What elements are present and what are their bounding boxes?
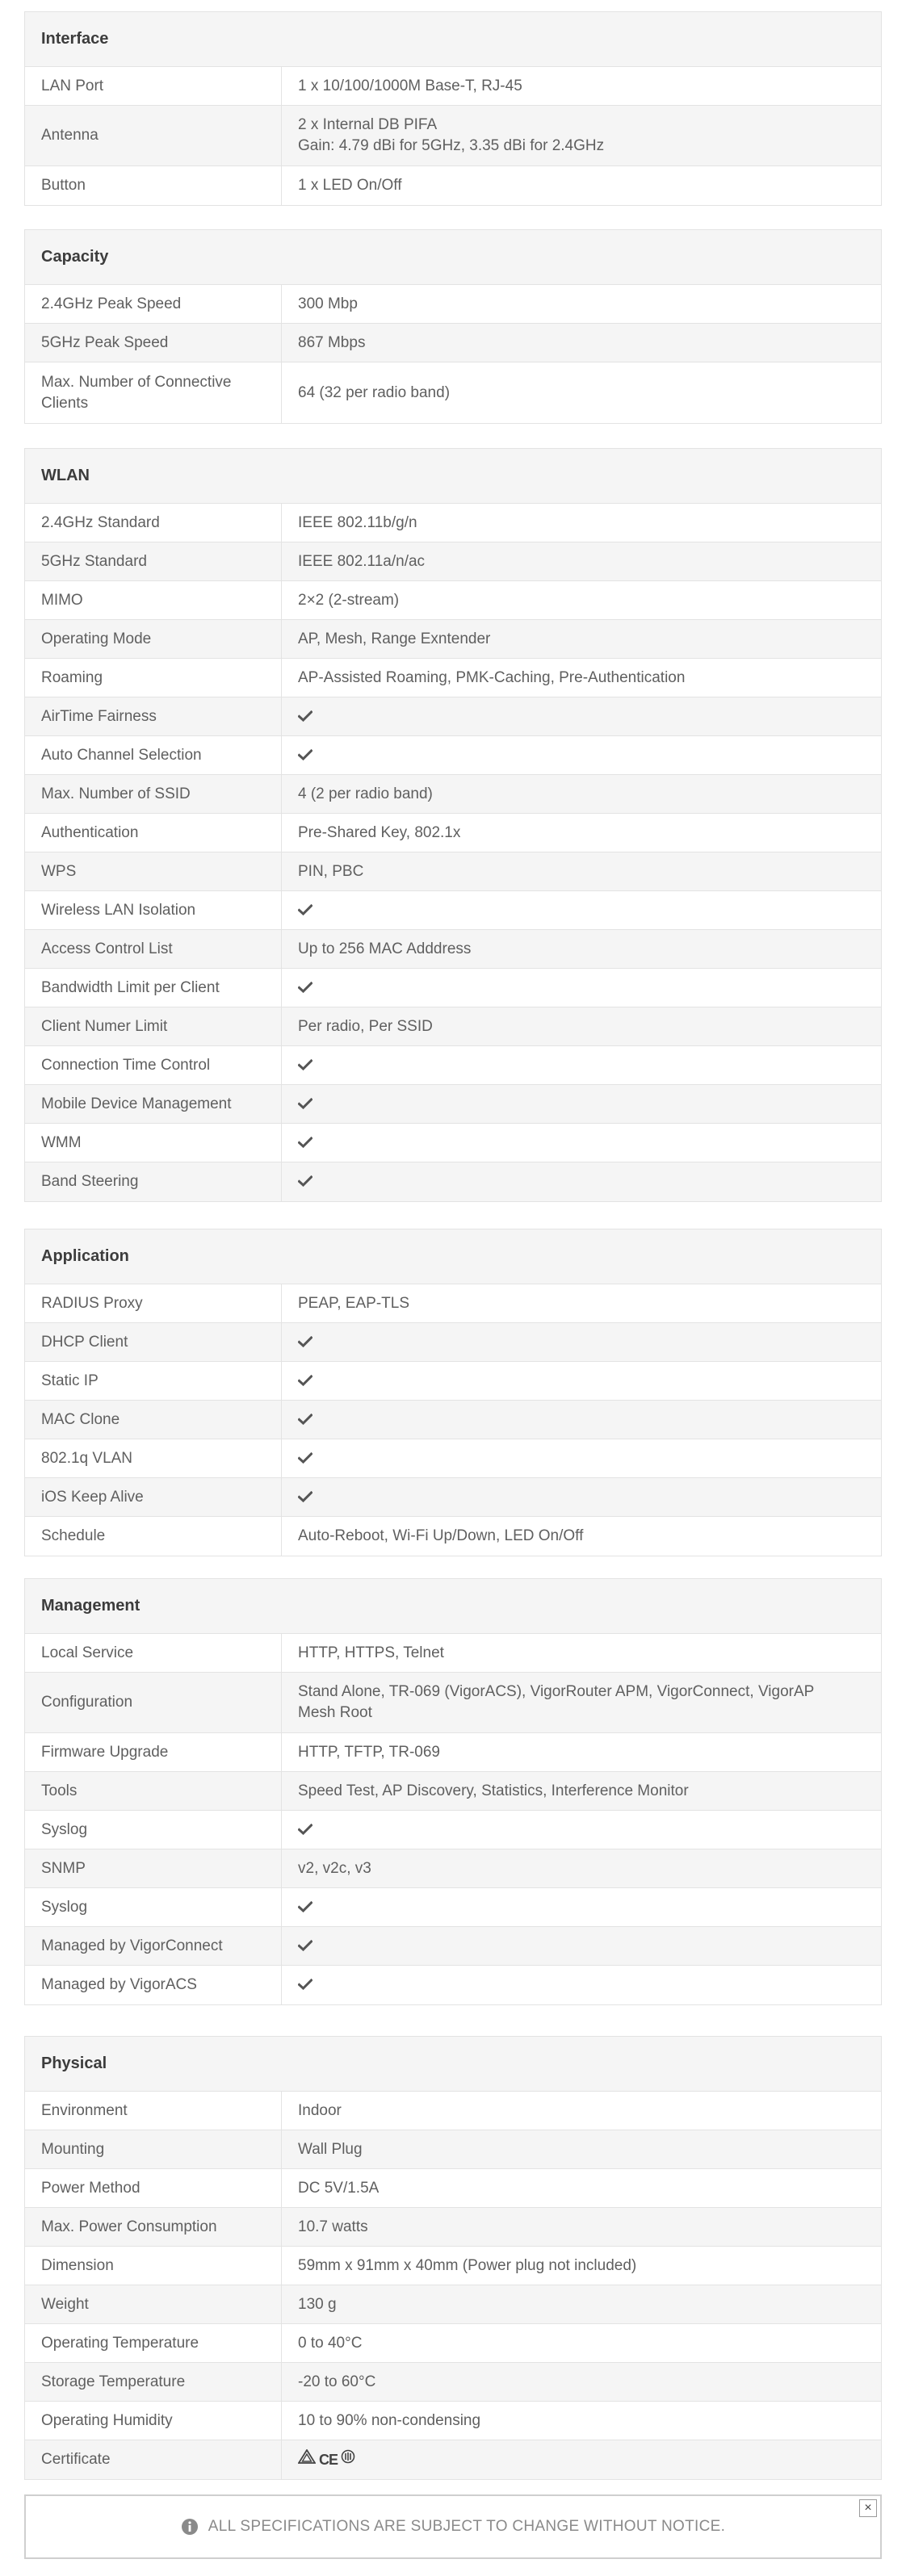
spec-row-roaming [25,659,881,697]
spec-value [282,504,881,542]
spec-value-text: Up to 256 MAC Adddress [298,940,472,957]
spec-row-dimension [25,2247,881,2285]
rcm-mark-icon [341,2449,355,2470]
spec-label: Operating Humidity [25,2402,282,2440]
spec-label: Tools [25,1772,282,1810]
spec-value [282,2169,881,2207]
spec-label: RADIUS Proxy [25,1284,282,1322]
spec-row-access-control-list [25,930,881,969]
spec-value [282,1401,881,1439]
spec-row-band-steering [25,1162,881,1201]
spec-label: Syslog [25,1811,282,1849]
spec-row-environment [25,2092,881,2130]
spec-value-text: v2, v2c, v3 [298,1859,371,1877]
spec-row-mounting [25,2130,881,2169]
spec-value [282,1284,881,1322]
spec-label: Static IP [25,1362,282,1400]
checkmark-icon [298,1452,314,1465]
spec-row-2-4ghz-standard [25,504,881,542]
spec-value-text: Wall Plug [298,2140,363,2158]
spec-value-text: -20 to 60°C [298,2373,376,2390]
spec-value [282,814,881,852]
spec-row-tools [25,1772,881,1811]
checkmark-icon [298,710,314,723]
spec-label: Dimension [25,2247,282,2285]
info-icon [181,2518,199,2536]
spec-value-text: 1 x 10/100/1000M Base-T, RJ-45 [298,77,522,94]
spec-row-client-numer-limit [25,1007,881,1046]
spec-row-static-ip [25,1362,881,1401]
spec-value [282,2363,881,2401]
spec-label: Operating Temperature [25,2324,282,2362]
spec-label: 802.1q VLAN [25,1439,282,1477]
close-button[interactable]: × [859,2499,877,2517]
spec-value [282,1927,881,1965]
spec-label: 2.4GHz Peak Speed [25,285,282,323]
section-title: Application [25,1229,881,1284]
checkmark-icon [298,1824,314,1837]
spec-label: Wireless LAN Isolation [25,891,282,929]
spec-label: Local Service [25,1634,282,1672]
spec-value [282,1634,881,1672]
spec-value-text: IEEE 802.11b/g/n [298,513,417,531]
spec-value [282,285,881,323]
spec-value-text: DC 5V/1.5A [298,2179,380,2197]
spec-label: WMM [25,1124,282,1162]
spec-value [282,2285,881,2323]
spec-value-text: 0 to 40°C [298,2334,363,2352]
spec-table-capacity [24,229,882,424]
spec-label: iOS Keep Alive [25,1478,282,1516]
spec-value [282,2208,881,2246]
spec-value-text: 300 Mbp [298,295,358,312]
spec-row-wireless-lan-isolation [25,891,881,930]
spec-label: Access Control List [25,930,282,968]
spec-value [282,106,881,165]
spec-label: Mounting [25,2130,282,2168]
checkmark-icon [298,1491,314,1504]
checkmark-icon [298,1336,314,1349]
spec-label: MIMO [25,581,282,619]
spec-value [282,1085,881,1123]
spec-value [282,1517,881,1556]
spec-value [282,67,881,105]
spec-row-mobile-device-management [25,1085,881,1124]
spec-label: Button [25,166,282,205]
spec-row-max-number-of-connective-clients [25,362,881,423]
spec-label: Managed by VigorConnect [25,1927,282,1965]
spec-row-max-power-consumption [25,2208,881,2247]
spec-value [282,2402,881,2440]
spec-row-certificate [25,2440,881,2479]
checkmark-icon [298,749,314,762]
spec-value-text: IEEE 802.11a/n/ac [298,552,426,570]
spec-value [282,1811,881,1849]
notice-box [24,2494,882,2559]
spec-value-text: 4 (2 per radio band) [298,785,433,802]
spec-row-firmware-upgrade [25,1733,881,1772]
spec-value [282,736,881,774]
spec-row-power-method [25,2169,881,2208]
spec-value-text: PEAP, EAP-TLS [298,1294,409,1312]
spec-row-max-number-of-ssid [25,775,881,814]
spec-value [282,659,881,697]
spec-row-dhcp-client [25,1323,881,1362]
spec-value [282,2324,881,2362]
spec-value [282,1362,881,1400]
spec-value-text: 2×2 (2-stream) [298,591,400,609]
spec-row-mac-clone [25,1401,881,1439]
spec-value-text: 10.7 watts [298,2218,368,2235]
spec-value [282,542,881,580]
spec-value-text: Speed Test, AP Discovery, Statistics, Interference Monitor [298,1782,689,1799]
spec-value [282,362,881,423]
spec-value-text: 130 g [298,2295,337,2313]
spec-row-ios-keep-alive [25,1478,881,1517]
spec-value [282,2092,881,2130]
spec-value [282,1439,881,1477]
checkmark-icon [298,1414,314,1426]
spec-value-text: HTTP, TFTP, TR-069 [298,1743,440,1761]
spec-row-antenna [25,106,881,166]
spec-row-connection-time-control [25,1046,881,1085]
section-title: WLAN [25,449,881,504]
spec-label: Firmware Upgrade [25,1733,282,1771]
ce-mark-icon: CE [319,2452,338,2468]
spec-label: Roaming [25,659,282,697]
spec-row-syslog [25,1888,881,1927]
spec-label: Certificate [25,2440,282,2479]
spec-label: Client Numer Limit [25,1007,282,1045]
spec-label: MAC Clone [25,1401,282,1439]
spec-value [282,1046,881,1084]
spec-row-syslog [25,1811,881,1849]
spec-row-button [25,166,881,205]
spec-row-schedule [25,1517,881,1556]
spec-value-text: 59mm x 91mm x 40mm (Power plug not included) [298,2256,637,2274]
spec-table-management [24,1578,882,2005]
spec-value [282,1849,881,1887]
spec-value [282,1323,881,1361]
spec-row-authentication [25,814,881,852]
spec-value-text: 867 Mbps [298,333,366,351]
spec-row-configuration [25,1673,881,1733]
spec-value [282,852,881,890]
spec-row-802-1q-vlan [25,1439,881,1478]
spec-value-text: 2 x Internal DB PIFA Gain: 4.79 dBi for 5GHz, 3.35 dBi for 2.4GHz [298,116,605,154]
spec-row-5ghz-peak-speed [25,324,881,362]
spec-value-text: AP, Mesh, Range Exntender [298,630,491,647]
checkmark-icon [298,1901,314,1914]
spec-label: Authentication [25,814,282,852]
spec-value-text: Indoor [298,2101,342,2119]
spec-row-wmm [25,1124,881,1162]
spec-value [282,1733,881,1771]
spec-table-application [24,1229,882,1556]
spec-row-radius-proxy [25,1284,881,1323]
spec-label: Auto Channel Selection [25,736,282,774]
warning-triangle-icon [298,2449,316,2470]
spec-value [282,1478,881,1516]
spec-value [282,2130,881,2168]
spec-label: Max. Number of Connective Clients [25,362,282,423]
spec-value-text: Per radio, Per SSID [298,1017,433,1035]
spec-value-text: Pre-Shared Key, 802.1x [298,823,461,841]
spec-row-lan-port [25,67,881,106]
spec-label: Storage Temperature [25,2363,282,2401]
spec-label: Connection Time Control [25,1046,282,1084]
spec-row-mimo [25,581,881,620]
spec-label: Band Steering [25,1162,282,1201]
spec-label: Max. Power Consumption [25,2208,282,2246]
spec-value-text: Stand Alone, TR-069 (VigorACS), VigorRouter APM, VigorConnect, VigorAP Mesh Root [298,1683,815,1721]
spec-label: Bandwidth Limit per Client [25,969,282,1007]
spec-value [282,1772,881,1810]
spec-label: Power Method [25,2169,282,2207]
spec-value [282,620,881,658]
spec-label: Configuration [25,1673,282,1732]
checkmark-icon [298,1059,314,1072]
spec-row-managed-by-vigoracs [25,1966,881,2004]
spec-value [282,581,881,619]
spec-row-bandwidth-limit-per-client [25,969,881,1007]
checkmark-icon [298,982,314,995]
spec-row-local-service [25,1634,881,1673]
spec-label: Max. Number of SSID [25,775,282,813]
spec-value [282,891,881,929]
checkmark-icon [298,1175,314,1188]
spec-label: 5GHz Standard [25,542,282,580]
spec-value-text: HTTP, HTTPS, Telnet [298,1644,444,1661]
spec-row-operating-humidity [25,2402,881,2440]
checkmark-icon [298,1375,314,1388]
spec-row-storage-temperature [25,2363,881,2402]
spec-row-snmp [25,1849,881,1888]
spec-value [282,1888,881,1926]
spec-label: WPS [25,852,282,890]
spec-row-managed-by-vigorconnect [25,1927,881,1966]
spec-row-wps [25,852,881,891]
spec-value-text: AP-Assisted Roaming, PMK-Caching, Pre-Authentication [298,668,686,686]
spec-label: Syslog [25,1888,282,1926]
section-title: Capacity [25,230,881,285]
section-title: Physical [25,2037,881,2092]
spec-table-physical [24,2036,882,2480]
spec-value-text: 10 to 90% non-condensing [298,2411,481,2429]
spec-value [282,697,881,735]
spec-label: LAN Port [25,67,282,105]
checkmark-icon [298,904,314,917]
spec-row-weight [25,2285,881,2324]
spec-value [282,166,881,205]
spec-value [282,1007,881,1045]
spec-row-airtime-fairness [25,697,881,736]
checkmark-icon [298,1940,314,1953]
spec-value [282,1162,881,1201]
spec-label: Schedule [25,1517,282,1556]
spec-label: SNMP [25,1849,282,1887]
spec-row-operating-mode [25,620,881,659]
spec-value [282,324,881,362]
spec-label: Antenna [25,106,282,165]
spec-label: Environment [25,2092,282,2130]
spec-value [282,1966,881,2004]
certificate-marks [298,2449,355,2470]
spec-value-text: 1 x LED On/Off [298,177,402,194]
spec-label: Managed by VigorACS [25,1966,282,2004]
notice-text: ALL SPECIFICATIONS ARE SUBJECT TO CHANGE WITHOUT NOTICE. [208,2518,726,2535]
spec-value [282,1124,881,1162]
spec-value-text: 64 (32 per radio band) [298,383,451,401]
spec-value-text: Auto-Reboot, Wi-Fi Up/Down, LED On/Off [298,1527,584,1544]
spec-row-2-4ghz-peak-speed [25,285,881,324]
spec-table-wlan [24,448,882,1202]
checkmark-icon [298,1137,314,1150]
spec-value [282,775,881,813]
section-title: Interface [25,12,881,67]
spec-label: Operating Mode [25,620,282,658]
spec-value [282,2440,881,2479]
spec-label: DHCP Client [25,1323,282,1361]
spec-table-interface [24,11,882,206]
spec-label: Mobile Device Management [25,1085,282,1123]
spec-row-auto-channel-selection [25,736,881,775]
spec-value [282,969,881,1007]
spec-value [282,2247,881,2285]
checkmark-icon [298,1098,314,1111]
spec-value [282,930,881,968]
spec-row-operating-temperature [25,2324,881,2363]
spec-label: 5GHz Peak Speed [25,324,282,362]
spec-label: Weight [25,2285,282,2323]
spec-label: 2.4GHz Standard [25,504,282,542]
spec-value-text: PIN, PBC [298,862,364,880]
checkmark-icon [298,1979,314,1992]
spec-value [282,1673,881,1732]
section-title: Management [25,1579,881,1634]
spec-label: AirTime Fairness [25,697,282,735]
spec-row-5ghz-standard [25,542,881,581]
